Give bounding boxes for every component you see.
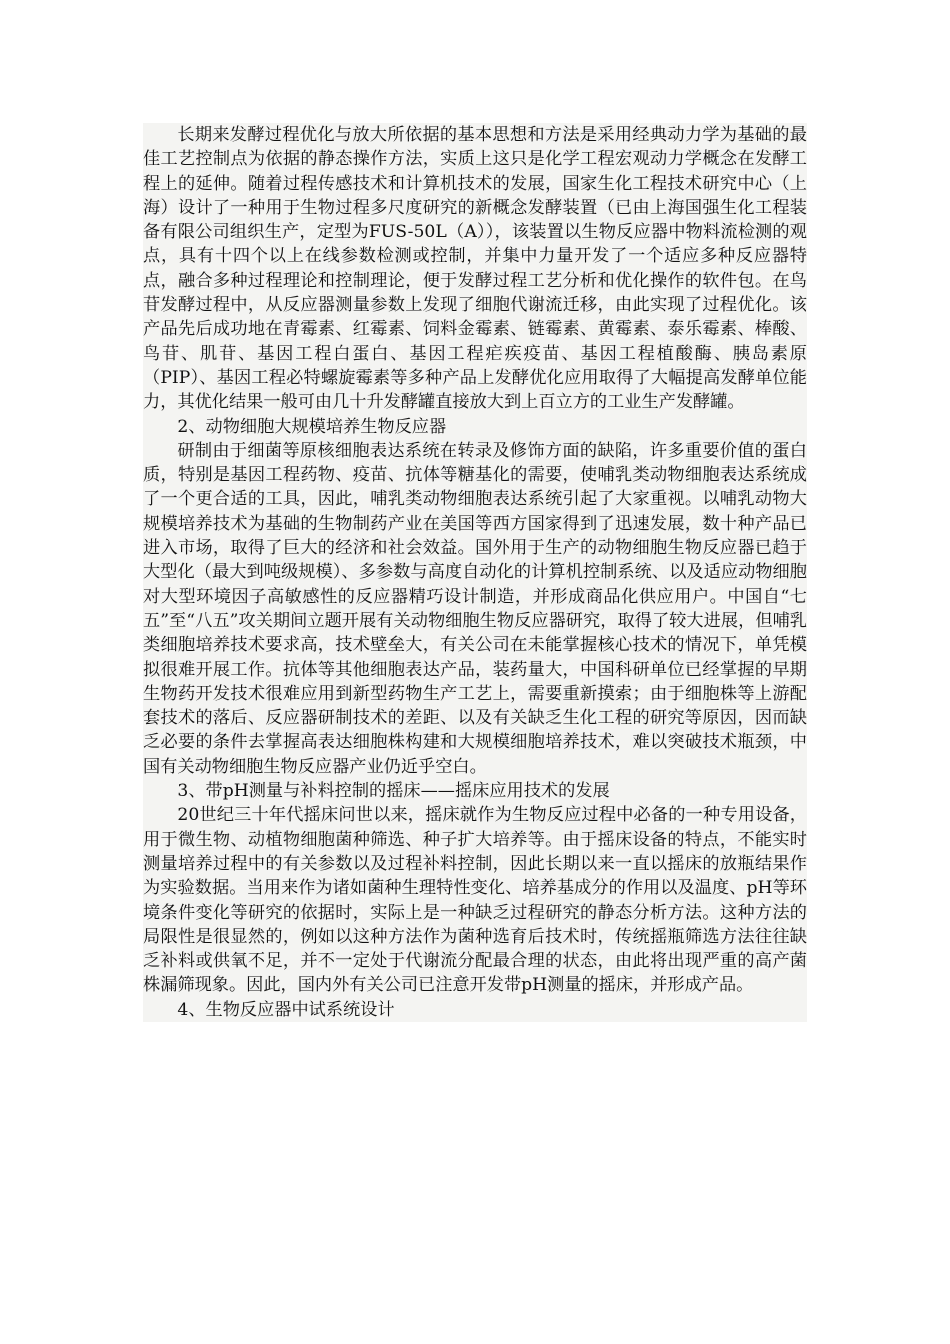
section-heading-2: 2、动物细胞大规模培养生物反应器 (177, 416, 447, 437)
section-heading-4: 4、生物反应器中试系统设计 (177, 999, 395, 1020)
paragraph-animal-cell-bioreactor: 研制由于细菌等原核细胞表达系统在转录及修饰方面的缺陷，许多重要价值的蛋白质，特别是基因工程药物、疫苗、抗体等糖基化的需要，使哺乳类动物细胞表达系统成了一个更合适的工具，因此，哺乳类动物细胞表达系统引起了大家重视。以哺乳动物大规模培养技术为基础的生物制药产业在美国等西方国家得到了迅速发展，数十种产品已进入市场，取得了巨大的经济和社会效益。国外用于生产的动物细胞生物反应器已趋于大型化（最大到吨级规模）、多参数与高度自动化的计算机控制系统、以及适应动物细胞对大型环境因子高敏感性的反应器精巧设计制造，并形成商品化供应用户。中国自“七五”至“八五”攻关期间立题开展有关动物细胞生物反应器研究，取得了较大进展，但哺乳类细胞培养技术要求高，技术壁垒大，有关公司在未能掌握核心技术的情况下，单凭模拟很难开展工作。抗体等其他细胞表达产品，装药量大，中国科研单位已经掌握的早期生物药开发技术很难应用到新型药物生产工艺上，需要重新摸索；由于细胞株等上游配套技术的落后、反应器研制技术的差距、以及有关缺乏生化工程的研究等原因，因而缺乏必要的条件去掌握高表达细胞株构建和大规模细胞培养技术，难以突破技术瓶颈，中国有关动物细胞生物反应器产业仍近乎空白。 (143, 440, 807, 777)
paragraph-fermentation-optimization: 长期来发酵过程优化与放大所依据的基本思想和方法是采用经典动力学为基础的最佳工艺控制点为依据的静态操作方法，实质上这只是化学工程宏观动力学概念在发酵工程上的延伸。随着过程传感技术和计算机技术的发展，国家生化工程技术研究中心（上海）设计了一种用于生物过程多尺度研究的新概念发酵装置（已由上海国强生化工程装备有限公司组织生产，定型为FUS-50L（A）），该装置以生物反应器中物料流检测的观点，具有十四个以上在线参数检测或控制，并集中力量开发了一个适应多种反应器特点，融合多种过程理论和控制理论，便于发酵过程工艺分析和优化操作的软件包。在鸟苷发酵过程中，从反应器测量参数上发现了细胞代谢流迁移，由此实现了过程优化。该产品先后成功地在青霉素、红霉素、饲料金霉素、链霉素、黄霉素、泰乐霉素、棒酸、鸟苷、肌苷、基因工程白蛋白、基因工程疟疾疫苗、基因工程植酸酶、胰岛素原（PIP）、基因工程必特螺旋霉素等多种产品上发酵优化应用取得了大幅提高发酵单位能力，其优化结果一般可由几十升发酵罐直接放大到上百立方的工业生产发酵罐。 (143, 125, 807, 413)
document-body (143, 123, 807, 1022)
section-heading-3: 3、带pH测量与补料控制的摇床——摇床应用技术的发展 (177, 781, 610, 802)
paragraph-shaker-technology: 20世纪三十年代摇床问世以来，摇床就作为生物反应过程中必备的一种专用设备，用于微生物、动植物细胞菌种筛选、种子扩大培养等。由于摇床设备的特点，不能实时测量培养过程中的有关参数以及过程补料控制，因此长期以来一直以摇床的放瓶结果作为实验数据。当用来作为诸如菌种生理特性变化、培养基成分的作用以及温度、pH等环境条件变化等研究的依据时，实际上是一种缺乏过程研究的静态分析方法。这种方法的局限性是很显然的，例如以这种方法作为菌种选育后技术时，传统摇瓶筛选方法往往缺乏补料或供氧不足，并不一定处于代谢流分配最合理的状态，由此将出现严重的高产菌株漏筛现象。因此，国内外有关公司已注意开发带pH测量的摇床，并形成产品。 (143, 805, 807, 996)
